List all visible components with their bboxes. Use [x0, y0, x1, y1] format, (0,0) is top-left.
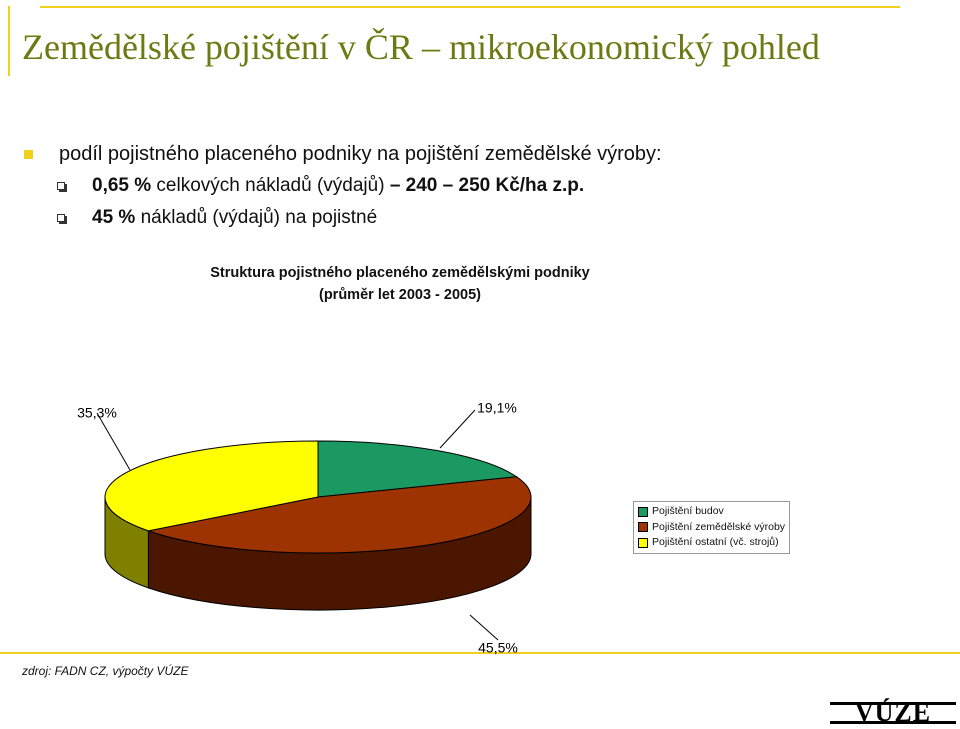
vuze-logo	[828, 692, 958, 726]
legend-label: Pojištění zemědělské výroby	[652, 520, 786, 533]
sub-bullet-insurance-text: 45 % nákladů (výdajů) na pojistné	[92, 207, 378, 228]
legend-label: Pojištění ostatní (vč. strojů)	[652, 536, 779, 548]
legend-swatch	[638, 522, 648, 532]
slide-title: Zemědělské pojištění v ČR – mikroekonomický pohled	[22, 27, 820, 67]
data-label-pojisteni-ostatni-vc-stroju: 35,3%	[77, 404, 117, 421]
chart-title: Struktura pojistného placeného zemědělskými podniky	[210, 265, 590, 281]
leader-line-pojisteni-zemedelske-vyroby	[470, 615, 498, 640]
source-note: zdroj: FADN CZ, výpočty VÚZE	[22, 664, 189, 678]
chart-subtitle: (průměr let 2003 - 2005)	[319, 287, 481, 303]
data-label-pojisteni-budov: 19,1%	[477, 399, 517, 416]
leader-line-pojisteni-budov	[440, 410, 475, 448]
legend-item-pojisteni-zemedelske-vyroby	[638, 520, 789, 536]
legend-swatch	[638, 538, 648, 548]
legend-item-pojisteni-ostatni-vc-stroju	[638, 535, 789, 551]
data-label-pojisteni-zemedelske-vyroby: 45,5%	[478, 639, 518, 656]
chart-legend	[633, 501, 790, 554]
bullet-main-text: podíl pojistného placeného podniky na pojištění zemědělské výroby:	[59, 143, 662, 165]
sub-bullet-costs-text: 0,65 % celkových nákladů (výdajů) – 240 – 250 Kč/ha z.p.	[92, 175, 585, 196]
leader-line-pojisteni-ostatni-vc-stroju	[97, 413, 130, 470]
legend-label: Pojištění budov	[652, 505, 724, 517]
legend-item-pojisteni-budov	[638, 504, 789, 520]
legend-swatch	[638, 507, 648, 517]
logo-text: VÚZE	[854, 698, 932, 726]
